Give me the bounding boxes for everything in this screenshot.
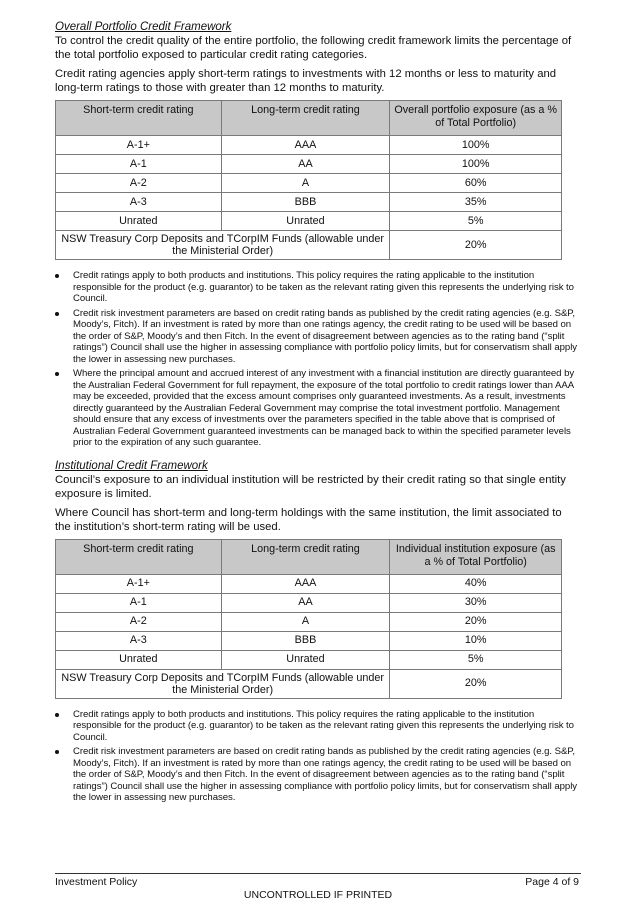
table-cell-merged: NSW Treasury Corp Deposits and TCorpIM Funds (allowable under the Ministerial Order) bbox=[56, 231, 390, 260]
table-cell: 20% bbox=[390, 669, 562, 698]
footer-notice: UNCONTROLLED IF PRINTED bbox=[243, 889, 393, 901]
bullet-icon bbox=[55, 713, 59, 717]
table-cell: 20% bbox=[390, 231, 562, 260]
institution-exposure-table bbox=[55, 539, 562, 699]
table-cell: AAA bbox=[221, 136, 390, 155]
table-row bbox=[56, 650, 562, 669]
table-cell: 20% bbox=[390, 612, 562, 631]
table-cell: 35% bbox=[390, 193, 562, 212]
table-cell: 5% bbox=[390, 212, 562, 231]
column-header: Individual institution exposure (as a % of Total Portfolio) bbox=[390, 539, 562, 574]
section-title: Institutional Credit Framework bbox=[55, 459, 208, 472]
footer-page-number: Page 4 of 9 bbox=[525, 876, 579, 888]
paragraph: Credit rating agencies apply short-term ratings to investments with 12 months or less to maturity and long-term ratings to those with greater than 12 months to maturity. bbox=[55, 68, 557, 94]
list-item bbox=[55, 308, 580, 366]
bullet-icon bbox=[55, 750, 59, 754]
table-cell: Unrated bbox=[56, 650, 222, 669]
section-overall-framework bbox=[55, 20, 580, 449]
table-cell: 5% bbox=[390, 650, 562, 669]
table-cell: AAA bbox=[221, 574, 390, 593]
list-item bbox=[55, 746, 580, 804]
list-item-text: Credit risk investment parameters are based on credit rating bands as published by the credit rating agencies (e.g. S&P, Moody’s, Fitch). If an investment is rated by more than one ratings agency, the credit rating to be used will be based on the order of S&P, Moody’s and then Fitch. In the event of disagreement between agencies as to the rating band (“split ratings”) Council shall use the higher in assessing compliance with portfolio policy limits, but for conservatism shall apply the lower in assessing new purchases. bbox=[73, 307, 578, 365]
table-row bbox=[56, 612, 562, 631]
table-cell: BBB bbox=[221, 193, 390, 212]
table-cell: A-1+ bbox=[56, 574, 222, 593]
table-cell: A bbox=[221, 174, 390, 193]
page-body bbox=[55, 20, 580, 814]
bullet-icon bbox=[55, 274, 59, 278]
paragraph: Council’s exposure to an individual institution will be restricted by their credit rating so that single entity exposure is limited. bbox=[55, 473, 566, 500]
bullet-icon bbox=[55, 372, 59, 376]
table-cell: A-2 bbox=[56, 612, 222, 631]
table-cell: Unrated bbox=[56, 212, 222, 231]
table-cell: A bbox=[221, 612, 390, 631]
table-row bbox=[56, 155, 562, 174]
section-institutional-framework bbox=[55, 459, 580, 804]
table-cell: 60% bbox=[390, 174, 562, 193]
table-cell: A-1+ bbox=[56, 136, 222, 155]
column-header: Long-term credit rating bbox=[221, 539, 390, 574]
table-row bbox=[56, 193, 562, 212]
list-item-text: Credit risk investment parameters are based on credit rating bands as published by the credit rating agencies (e.g. S&P, Moody’s, Fitch). If an investment is rated by more than one ratings agency, the credit rating to be used will be based on the order of S&P, Moody’s and then Fitch. In the event of disagreement between agencies as to the rating band (“split ratings”) Council shall use the higher in assessing compliance with portfolio policy limits, but for conservatism shall apply the lower in assessing new purchases. bbox=[73, 746, 578, 803]
list-item-text: Credit ratings apply to both products and institutions. This policy requires the rating applicable to the institution responsible for the product (e.g. guarantor) to be taken as the relevant rating given this represents the underlying risk to Council. bbox=[73, 708, 574, 743]
overall-exposure-table bbox=[55, 100, 562, 260]
table-row bbox=[56, 174, 562, 193]
table-cell: A-2 bbox=[56, 174, 222, 193]
list-item-text: Where the principal amount and accrued interest of any investment with a financial institution are directly guaranteed by the Australian Federal Government for full repayment, the exposure of the total portfolio to credit ratings lower than AAA may be exceeded, provided that the excess amount comprises only guaranteed investments. As a result, investments directly guaranteed by the Australian Federal Government may comprise the total investment portfolio. Management should ensure that any excess of investments over the parameters specified in the table above that is comprised of Australian Federal Government guaranteed investments can be managed back to within the specified parameter levels prior to the expiration of any such guarantee. bbox=[73, 368, 575, 448]
table-cell: 30% bbox=[390, 593, 562, 612]
table-row-merged bbox=[56, 231, 562, 260]
table-cell: BBB bbox=[221, 631, 390, 650]
table-cell: 100% bbox=[390, 136, 562, 155]
list-item-text: Credit ratings apply to both products and institutions. This policy requires the rating applicable to the institution responsible for the product (e.g. guarantor) to be taken as the relevant rating given this represents the underlying risk to Council. bbox=[73, 270, 574, 304]
table-cell: 40% bbox=[390, 574, 562, 593]
table-cell: Unrated bbox=[221, 212, 390, 231]
list-item bbox=[55, 270, 580, 305]
table-cell: A-1 bbox=[56, 593, 222, 612]
paragraph: To control the credit quality of the entire portfolio, the following credit framework limits the percentage of the total portfolio exposed to particular credit rating categories. bbox=[55, 35, 572, 61]
footer-document-title: Investment Policy bbox=[55, 876, 138, 888]
column-header: Overall portfolio exposure (as a % of Total Portfolio) bbox=[390, 101, 562, 136]
column-header: Short-term credit rating bbox=[56, 539, 222, 574]
table-row bbox=[56, 631, 562, 650]
table-row bbox=[56, 593, 562, 612]
bullet-list bbox=[55, 709, 580, 804]
column-header: Short-term credit rating bbox=[56, 101, 222, 136]
table-cell: AA bbox=[221, 155, 390, 174]
column-header: Long-term credit rating bbox=[221, 101, 390, 136]
table-cell-merged: NSW Treasury Corp Deposits and TCorpIM Funds (allowable under the Ministerial Order) bbox=[56, 669, 390, 698]
table-row bbox=[56, 212, 562, 231]
table-cell: AA bbox=[221, 593, 390, 612]
bullet-list bbox=[55, 270, 580, 449]
table-cell: 100% bbox=[390, 155, 562, 174]
table-header-row bbox=[56, 539, 562, 574]
table-row bbox=[56, 136, 562, 155]
table-cell: Unrated bbox=[221, 650, 390, 669]
footer-divider bbox=[55, 873, 581, 874]
table-row-merged bbox=[56, 669, 562, 698]
table-cell: 10% bbox=[390, 631, 562, 650]
table-header-row bbox=[56, 101, 562, 136]
list-item bbox=[55, 368, 580, 449]
paragraph: Where Council has short-term and long-term holdings with the same institution, the limit associated to the institution’s short-term rating will be used. bbox=[55, 506, 562, 533]
table-cell: A-3 bbox=[56, 631, 222, 650]
bullet-icon bbox=[55, 312, 59, 316]
table-cell: A-3 bbox=[56, 193, 222, 212]
table-row bbox=[56, 574, 562, 593]
section-title: Overall Portfolio Credit Framework bbox=[55, 21, 232, 33]
table-cell: A-1 bbox=[56, 155, 222, 174]
list-item bbox=[55, 709, 580, 744]
